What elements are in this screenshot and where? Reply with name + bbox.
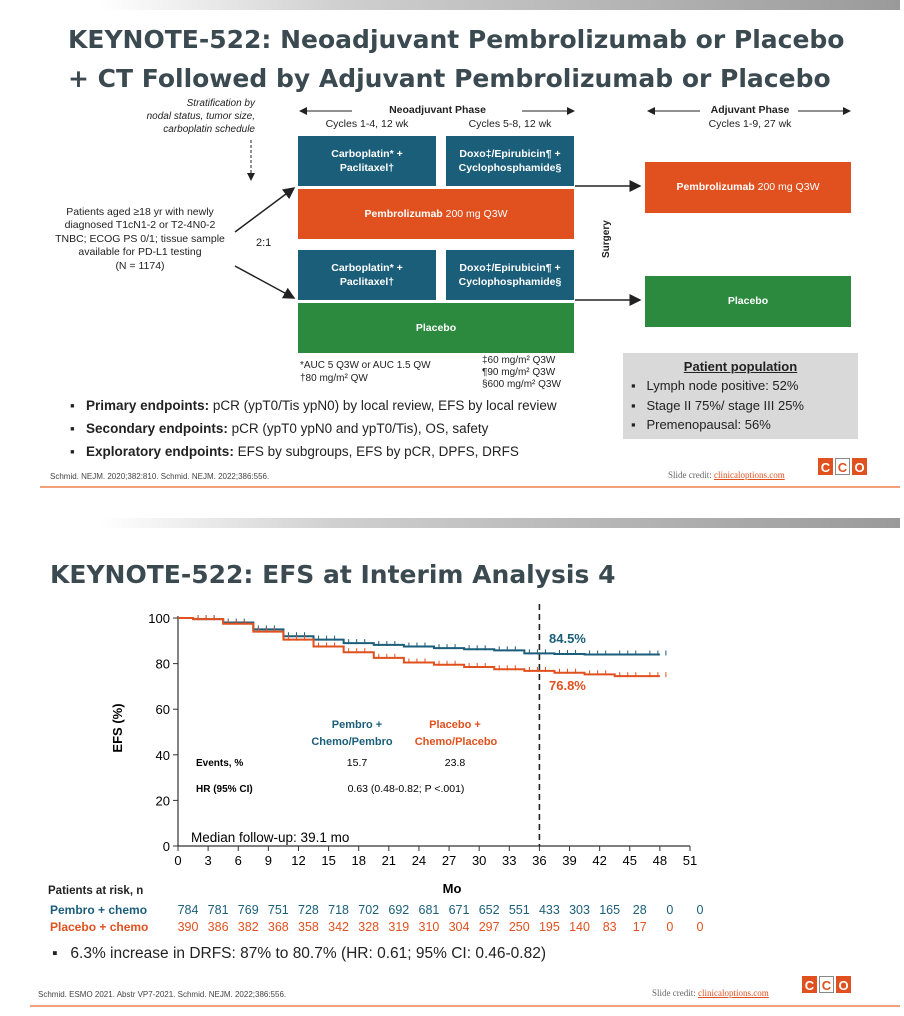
cycles-1-4-label: Cycles 1-4, 12 wk — [325, 118, 409, 130]
box-line: Paclitaxel† — [339, 162, 395, 174]
population-title: Patient population — [683, 359, 798, 374]
x-tick-label: 27 — [441, 853, 457, 868]
hr-value: 0.63 (0.48-0.82; P <.001) — [347, 783, 465, 795]
endpoint-item: ▪ Secondary endpoints: pCR (ypT0 ypN0 and ypT0/Tis), OS, safety — [70, 421, 489, 436]
at-risk-count: 784 — [177, 903, 199, 917]
carboplatin-paclitaxel-box-bottom — [298, 250, 436, 300]
population-item: ▪ Stage II 75%/ stage III 25% — [631, 397, 804, 413]
box-line: Carboplatin* + — [331, 261, 403, 274]
at-risk-count: 310 — [418, 920, 440, 934]
endpoint-label: Secondary endpoints: — [86, 421, 228, 436]
at-risk-count: 652 — [478, 903, 500, 917]
cco-logo — [802, 976, 851, 993]
at-risk-count: 195 — [538, 920, 560, 934]
x-tick-label: 36 — [532, 853, 547, 868]
at-risk-count: 342 — [328, 920, 349, 934]
slide1-title-line1: KEYNOTE-522: Neoadjuvant Pembrolizumab or Placebo — [68, 25, 845, 54]
at-risk-count: 718 — [328, 903, 349, 917]
cycles-1-9-label: Cycles 1-9, 27 wk — [708, 118, 792, 130]
x-tick-label: 21 — [381, 853, 397, 868]
x-tick-label: 33 — [502, 853, 517, 868]
population-text: Stage II 75%/ stage III 25% — [646, 397, 804, 413]
doxo-cyclophosphamide-box-top — [446, 136, 574, 186]
cco-letter: C — [802, 976, 817, 993]
at-risk-count: 319 — [388, 920, 410, 934]
x-tick-label: 18 — [351, 853, 366, 868]
x-tick-label: 12 — [291, 853, 306, 868]
at-risk-count: 165 — [599, 903, 621, 917]
drug-name: Pembrolizumab — [676, 181, 755, 194]
at-risk-count: 681 — [418, 903, 440, 917]
y-axis-label: EFS (%) — [110, 703, 125, 753]
footnote: ¶90 mg/m² Q3W — [482, 367, 556, 378]
placebo-adjuvant-box: Placebo — [645, 276, 851, 327]
at-risk-count: 297 — [478, 920, 500, 934]
x-tick-label: 39 — [562, 853, 577, 868]
eligibility-line: diagnosed T1cN1-2 or T2-4N0-2 — [64, 219, 216, 232]
population-item: ▪ Premenopausal: 56% — [631, 417, 771, 432]
endpoint-item: ▪ Primary endpoints: pCR (ypT0/Tis ypN0) by local review, EFS by local review — [70, 398, 557, 413]
hr-label: HR (95% CI) — [196, 784, 253, 795]
strat-line: Stratification by — [186, 98, 255, 109]
x-tick-label: 15 — [321, 853, 336, 868]
at-risk-placebo-label: Placebo + chemo — [50, 920, 149, 934]
cycles-5-8-label: Cycles 5-8, 12 wk — [468, 118, 552, 130]
at-risk-count: 751 — [267, 903, 289, 917]
slide2-top-bar — [100, 518, 900, 528]
at-risk-count: 769 — [237, 903, 259, 917]
endpoint-text: pCR (ypT0 ypN0 and ypT0/Tis), OS, safety — [227, 421, 489, 436]
at-risk-pembro-row — [0, 903, 904, 919]
endpoint-label: Primary endpoints: — [86, 398, 210, 413]
at-risk-count: 250 — [508, 920, 530, 934]
y-tick-label: 60 — [155, 702, 170, 718]
at-risk-count: 28 — [632, 903, 647, 917]
endpoint-text: EFS by subgroups, EFS by pCR, DPFS, DRFS — [233, 444, 519, 459]
at-risk-count: 671 — [448, 903, 470, 917]
cco-letter: O — [836, 976, 851, 993]
at-risk-count: 358 — [298, 920, 319, 934]
legend-placebo-line1: Placebo + — [429, 719, 481, 731]
credit-link[interactable]: clinicaloptions.com — [698, 988, 769, 998]
at-risk-count: 382 — [237, 920, 259, 934]
median-followup: Median follow-up: 39.1 mo — [191, 830, 350, 845]
patient-population-box — [623, 353, 858, 439]
slide2-credit — [652, 988, 769, 998]
at-risk-count: 140 — [569, 920, 590, 934]
box-line: Doxo‡/Epirubicin¶ + — [459, 147, 561, 160]
footnote: †80 mg/m² QW — [300, 373, 368, 384]
box-line: Cyclophosphamide§ — [458, 276, 562, 288]
at-risk-count: 433 — [538, 903, 560, 917]
legend-placebo-line2: Chemo/Placebo — [414, 736, 498, 748]
cco-letter: C — [819, 976, 834, 993]
at-risk-count: 303 — [569, 903, 590, 917]
x-axis-label: Mo — [442, 881, 462, 896]
at-risk-count: 328 — [358, 920, 380, 934]
slide2-bottom-rule — [30, 1005, 900, 1007]
slide1-credit — [668, 470, 785, 480]
x-tick-label: 0 — [174, 853, 182, 868]
x-tick-label: 3 — [204, 853, 212, 868]
box-line: Cyclophosphamide§ — [458, 162, 562, 174]
strat-line: carboplatin schedule — [163, 124, 255, 135]
endpoint-text: pCR (ypT0/Tis ypN0) by local review, EFS by local review — [209, 398, 557, 413]
y-tick-label: 20 — [155, 793, 170, 809]
at-risk-count: 17 — [632, 920, 647, 934]
slide2-title: KEYNOTE-522: EFS at Interim Analysis 4 — [50, 560, 616, 589]
at-risk-pembro-label: Pembro + chemo — [50, 903, 148, 917]
at-risk-count: 0 — [666, 903, 674, 917]
x-tick-label: 24 — [411, 853, 427, 868]
at-risk-count: 781 — [207, 903, 229, 917]
y-tick-label: 0 — [162, 839, 170, 854]
footnote: §600 mg/m² Q3W — [482, 379, 561, 390]
credit-label: Slide credit: — [652, 988, 698, 998]
cco-letter: O — [852, 458, 867, 475]
y-tick-label: 40 — [155, 747, 170, 763]
doxo-cyclophosphamide-box-bottom — [446, 250, 574, 300]
at-risk-count: 386 — [207, 920, 229, 934]
cco-letter: C — [818, 458, 833, 475]
box-line: Carboplatin* + — [331, 147, 403, 160]
y-tick-label: 100 — [148, 611, 170, 626]
randomization-ratio: 2:1 — [256, 237, 272, 249]
population-text: Lymph node positive: 52% — [646, 378, 799, 393]
at-risk-count: 304 — [448, 920, 470, 934]
box-line: Paclitaxel† — [339, 276, 395, 288]
events-placebo: 23.8 — [444, 757, 466, 769]
at-risk-count: 551 — [508, 903, 530, 917]
drfs-bullet: ▪ 6.3% increase in DRFS: 87% to 80.7% (HR: 0.61; 95% CI: 0.46-0.82) — [52, 945, 546, 962]
x-tick-label: 51 — [682, 853, 698, 868]
at-risk-count: 368 — [267, 920, 289, 934]
at-risk-placebo-row — [0, 920, 904, 936]
drug-name: Pembrolizumab — [364, 207, 443, 220]
population-text: Premenopausal: 56% — [646, 417, 771, 432]
randomization-arrow-top — [235, 188, 294, 232]
slide1-title-line2: + CT Followed by Adjuvant Pembrolizumab or Placebo — [68, 64, 831, 93]
events-pembro: 15.7 — [346, 757, 368, 769]
footnotes-right — [482, 355, 561, 391]
eligibility-line: Patients aged ≥18 yr with newly — [66, 206, 214, 218]
at-risk-title: Patients at risk, n — [48, 885, 144, 897]
footnote: ‡60 mg/m² Q3W — [482, 355, 556, 366]
eligibility-line: TNBC; ECOG PS 0/1; tissue sample — [55, 232, 225, 245]
x-tick-label: 48 — [652, 853, 668, 868]
at-risk-count: 83 — [602, 920, 617, 934]
carboplatin-paclitaxel-box-top — [298, 136, 436, 186]
at-risk-count: 390 — [177, 920, 199, 934]
at-risk-count: 0 — [666, 920, 674, 934]
y-tick-label: 80 — [155, 656, 170, 672]
credit-label: Slide credit: — [668, 470, 714, 480]
strat-line: nodal status, tumor size, — [146, 111, 255, 122]
slide1-bottom-rule — [40, 486, 900, 488]
drfs-text: 6.3% increase in DRFS: 87% to 80.7% (HR: 0.61; 95% CI: 0.46-0.82) — [70, 945, 546, 962]
credit-link[interactable]: clinicaloptions.com — [714, 470, 785, 480]
box-line: Doxo‡/Epirubicin¶ + — [459, 261, 561, 274]
at-risk-count: 702 — [358, 903, 380, 917]
slide2-reference: Schmid. ESMO 2021. Abstr VP7-2021. Schmid. NEJM. 2022;386:556. — [38, 990, 287, 999]
x-tick-label: 42 — [592, 853, 607, 868]
slide1-reference: Schmid. NEJM. 2020;382:810. Schmid. NEJM. 2022;386:556. — [50, 472, 270, 481]
eligibility-line: available for PD-L1 testing — [78, 246, 202, 259]
chart-series — [178, 615, 666, 677]
adjuvant-phase-label: Adjuvant Phase — [710, 104, 790, 116]
footnotes-left — [300, 359, 431, 385]
randomization-arrow-bottom — [235, 266, 294, 298]
cco-letter: C — [835, 458, 850, 475]
footnote: *AUC 5 Q3W or AUC 1.5 QW — [300, 360, 431, 371]
x-tick-label: 45 — [622, 853, 637, 868]
drug-dose: 200 mg Q3W — [442, 207, 508, 220]
cco-logo — [818, 458, 867, 475]
endpoints-list — [70, 398, 557, 459]
at-risk-count: 728 — [298, 903, 319, 917]
legend-pembro-line1: Pembro + — [331, 719, 383, 731]
at-risk-count: 0 — [696, 903, 704, 917]
drug-dose: 200 mg Q3W — [754, 181, 820, 194]
events-label: Events, % — [196, 758, 244, 769]
placebo-neoadjuvant-box: Placebo — [298, 303, 574, 353]
eligibility-line: (N = 1174) — [115, 259, 165, 272]
pembro-percent-label: 84.5% — [549, 631, 586, 646]
at-risk-count: 0 — [696, 920, 704, 934]
pembrolizumab-adjuvant-box — [645, 162, 851, 213]
population-item: ▪ Lymph node positive: 52% — [631, 378, 799, 393]
endpoint-item: ▪ Exploratory endpoints: EFS by subgroups, EFS by pCR, DPFS, DRFS — [70, 444, 519, 459]
endpoint-label: Exploratory endpoints: — [86, 444, 234, 459]
surgery-label: Surgery — [601, 220, 612, 258]
placebo-percent-label: 76.8% — [549, 678, 586, 693]
legend-pembro-line2: Chemo/Pembro — [311, 736, 393, 748]
neoadjuvant-phase-label: Neoadjuvant Phase — [389, 104, 486, 116]
x-tick-label: 30 — [471, 853, 487, 868]
at-risk-count: 692 — [388, 903, 410, 917]
pembrolizumab-neoadjuvant-box — [298, 189, 574, 239]
x-tick-label: 9 — [264, 853, 272, 868]
x-tick-label: 6 — [234, 853, 242, 868]
patients-eligibility — [40, 206, 240, 273]
